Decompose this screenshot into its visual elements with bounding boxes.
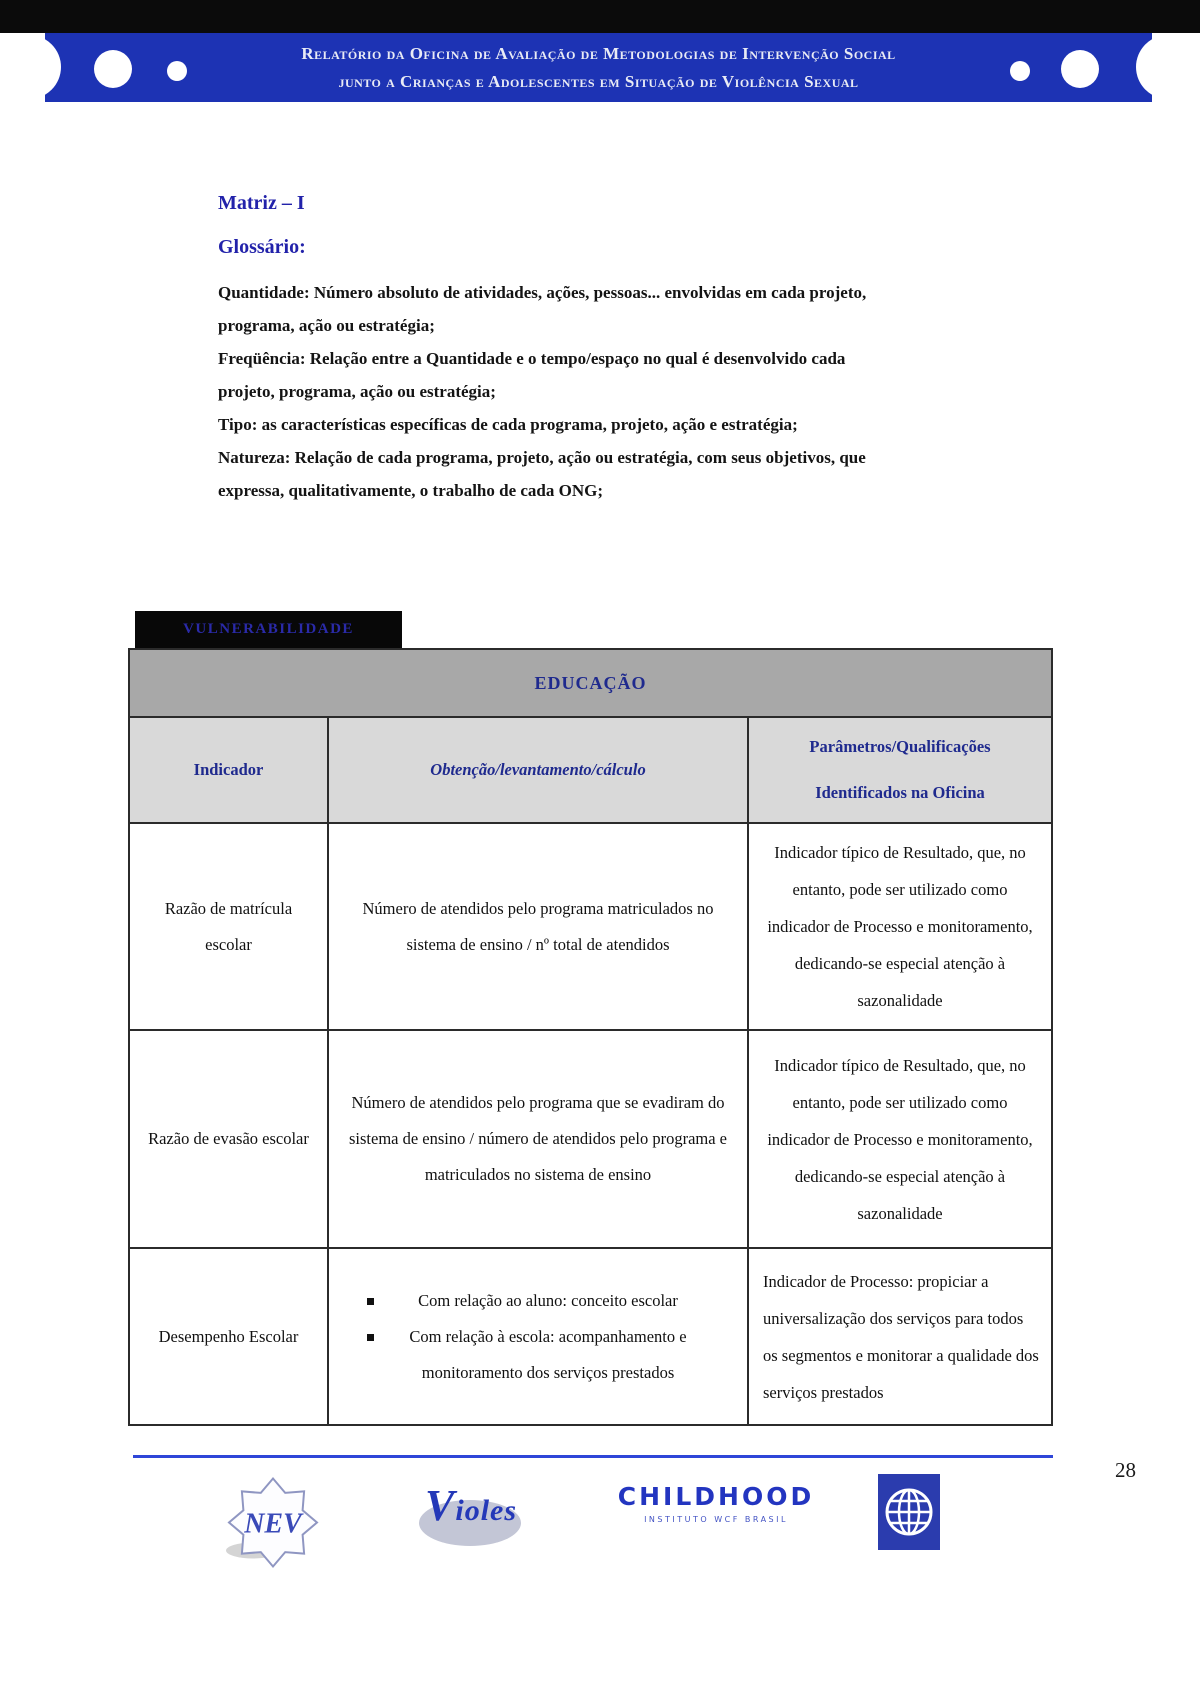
row3-method-bullet-item [339,1283,737,1319]
column-header-indicador: Indicador [130,718,329,824]
page-title: Matriz – I [218,192,305,214]
banner-title [195,40,1002,96]
row2-method: Número de atendidos pelo programa que se evadiram do sistema de ensino / número de atendidos pelo programa e matriculados no sistema de ensino [329,1031,749,1249]
column-header-parametros [749,718,1051,824]
row3-indicator: Desempenho Escolar [130,1249,329,1424]
top-black-bar [0,0,1200,33]
banner-dot-large-right [1061,50,1099,88]
glossary-entry-quantidade: Quantidade: Número absoluto de atividades, ações, pessoas... envolvidas em cada projeto, programa, ação ou estratégia; [218,283,867,335]
row3-params: Indicador de Processo: propiciar a universalização dos serviços para todos os segmentos e monitorar a qualidade dos serviços prestados [763,1271,1039,1402]
report-banner [45,33,1152,102]
violes-logo [415,1481,525,1548]
row3-bullet2-text: Com relação à escola: acompanhamento e monitoramento dos serviços prestados [409,1326,687,1382]
row2-indicator: Razão de evasão escolar [130,1031,329,1249]
childhood-logo-text: CHILDHOOD [617,1482,815,1511]
glossary-entry-frequencia: Freqüência: Relação entre a Quantidade e o tempo/espaço no qual é desenvolvido cada projeto, programa, ação ou estratégia; [218,349,846,401]
row1-method: Número de atendidos pelo programa matriculados no sistema de ensino / nº total de atendidos [329,824,749,1031]
banner-notch-left [45,35,61,99]
row3-method [329,1249,749,1424]
footer-divider-line [133,1455,1053,1458]
glossary-heading: Glossário: [218,236,306,258]
matrix-table [128,648,1053,1426]
banner-title-line1: Relatório da Oficina de Avaliação de Metodologias de Intervenção Social [301,44,896,63]
childhood-logo-subtext: INSTITUTO WCF BRASIL [644,1515,788,1524]
row3-bullet1-text: Com relação ao aluno: conceito escolar [418,1290,678,1310]
row3-method-bullet-list [339,1283,737,1391]
square-bullet-icon [367,1334,374,1341]
globe-logo [878,1474,940,1550]
banner-dot-small-right [1010,61,1030,81]
banner-dot-large-left [94,50,132,88]
row3-method-bullet-item [339,1319,737,1391]
table-section-title: EDUCAÇÃO [130,650,1051,718]
row1-params: Indicador típico de Resultado, que, no entanto, pode ser utilizado como indicador de Processo e monitoramento, dedicando-se especial atenção à sazonalidade [749,824,1051,1031]
glossary-block [218,276,906,507]
childhood-logo [601,1482,831,1524]
glossary-entry-tipo: Tipo: as características específicas de cada programa, projeto, ação e estratégia; [218,415,798,434]
violes-logo-text: Violes [425,1481,518,1530]
globe-icon [882,1480,936,1544]
vulnerability-tab: VULNERABILIDADE [135,611,402,648]
glossary-entry-natureza: Natureza: Relação de cada programa, projeto, ação ou estratégia, com seus objetivos, que expressa, qualitativamente, o trabalho de cada ONG; [218,448,866,500]
square-bullet-icon [367,1298,374,1305]
column-header-obtencao: Obtenção/levantamento/cálculo [329,718,749,824]
banner-dot-small-left [167,61,187,81]
banner-notch-right [1136,35,1152,99]
nev-star-logo [223,1475,323,1570]
page-number: 28 [1115,1458,1136,1482]
row1-indicator: Razão de matrícula escolar [130,824,329,1031]
footer-logos [133,1470,1053,1600]
star-badge-icon [223,1475,323,1570]
nev-logo-text: NEV [244,1508,302,1540]
banner-title-line2: junto a Crianças e Adolescentes em Situação de Violência Sexual [338,72,859,91]
column-header-parametros-line1: Parâmetros/Qualificações [809,737,991,756]
column-header-parametros-line2: Identificados na Oficina [815,783,985,802]
row2-params: Indicador típico de Resultado, que, no entanto, pode ser utilizado como indicador de Processo e monitoramento, dedicando-se especial atenção à sazonalidade [749,1031,1051,1249]
